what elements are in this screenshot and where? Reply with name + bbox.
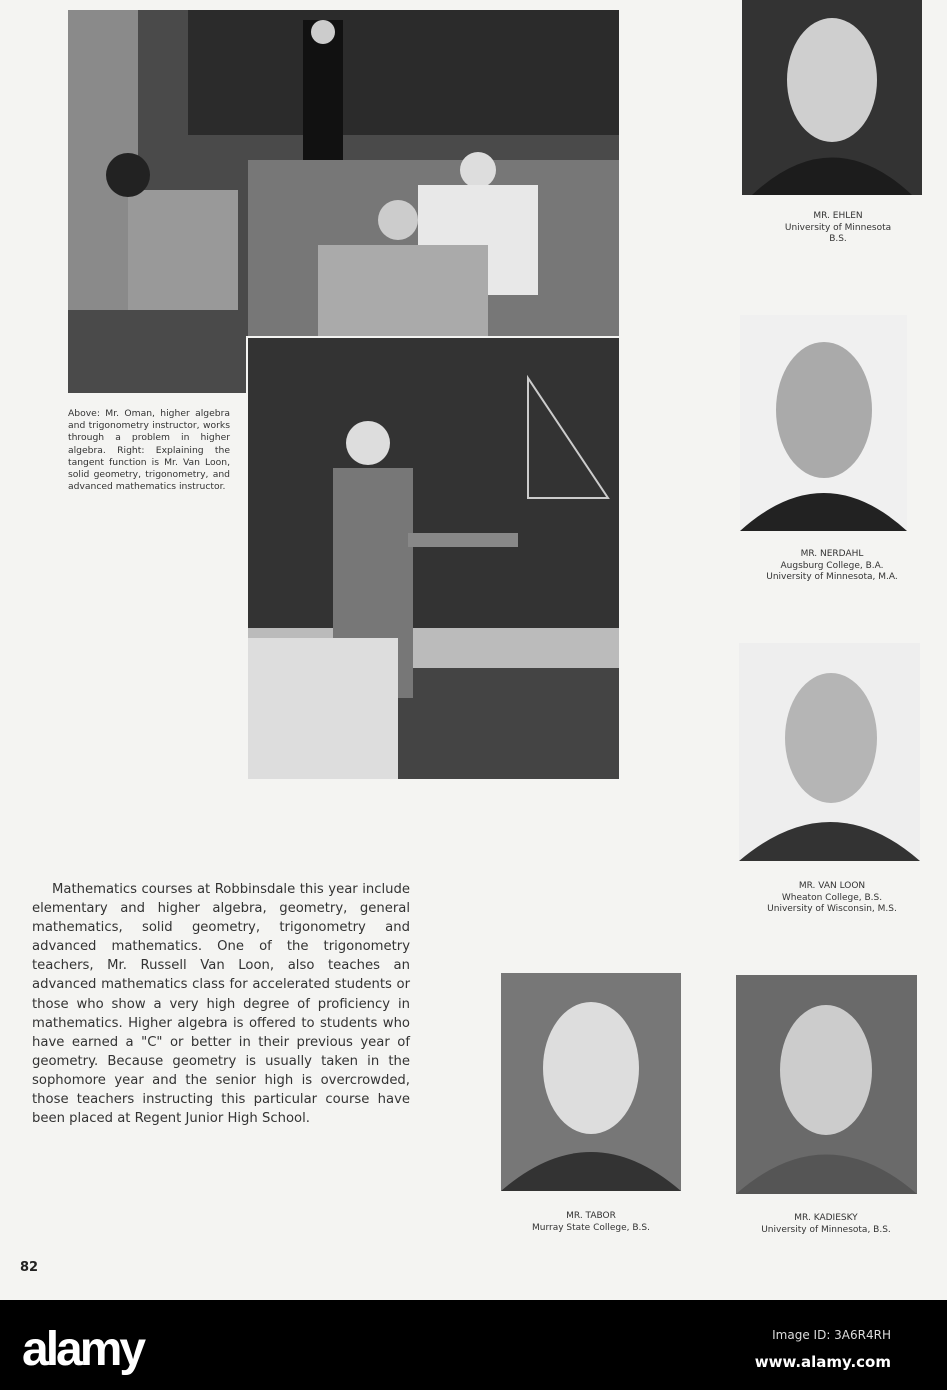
teacher-caption-tabor: MR. TABOR Murray State College, B.S. [531,1211,650,1233]
portrait-tabor [501,973,681,1191]
photo-caption: Above: Mr. Oman, higher algebra and trigonometry instructor, works through a problem in higher algebra. Right: Explaining the tangent function is Mr. Van Loon, solid geometry, trigonometry, and advanced mathematics instructor. [68,408,230,493]
page-number: 82 [20,1260,39,1275]
portrait-kadiesky [736,975,917,1194]
portrait-van-loon [739,643,920,861]
teacher-caption-van-loon: MR. VAN LOON Wheaton College, B.S. University of Wisconsin, M.S. [767,881,897,914]
teacher-caption-ehlen: MR. EHLEN University of Minnesota B.S. [784,211,892,244]
classroom-photo-van-loon [246,336,621,781]
website-link[interactable]: www.alamy.com [754,1353,891,1371]
alamy-logo: alamy [22,1323,144,1376]
watermark-footer [0,1300,947,1390]
portrait-nerdahl [740,315,907,531]
portrait-ehlen [742,0,922,195]
teacher-caption-nerdahl: MR. NERDAHL Augsburg College, B.A. University of Minnesota, M.A. [766,549,898,582]
image-id: Image ID: 3A6R4RH [772,1328,891,1342]
teacher-caption-kadiesky: MR. KADIESKY University of Minnesota, B.S. [761,1213,891,1235]
body-paragraph: Mathematics courses at Robbinsdale this year include elementary and higher algebra, geometry, general mathematics, solid geometry, trigonometry and advanced mathematics. One of the trigonometry teachers, Mr. Russell Van Loon, also teaches an advanced mathematics class for accelerated students or those who show a very high degree of proficiency in mathematics. Higher algebra is offered to students who have earned a "C" or better in their previous year of geometry. Because geometry is usually taken in the sophomore year and the senior high is overcrowded, those teachers instructing this particular course have been placed at Regent Junior High School. [32,882,410,1127]
